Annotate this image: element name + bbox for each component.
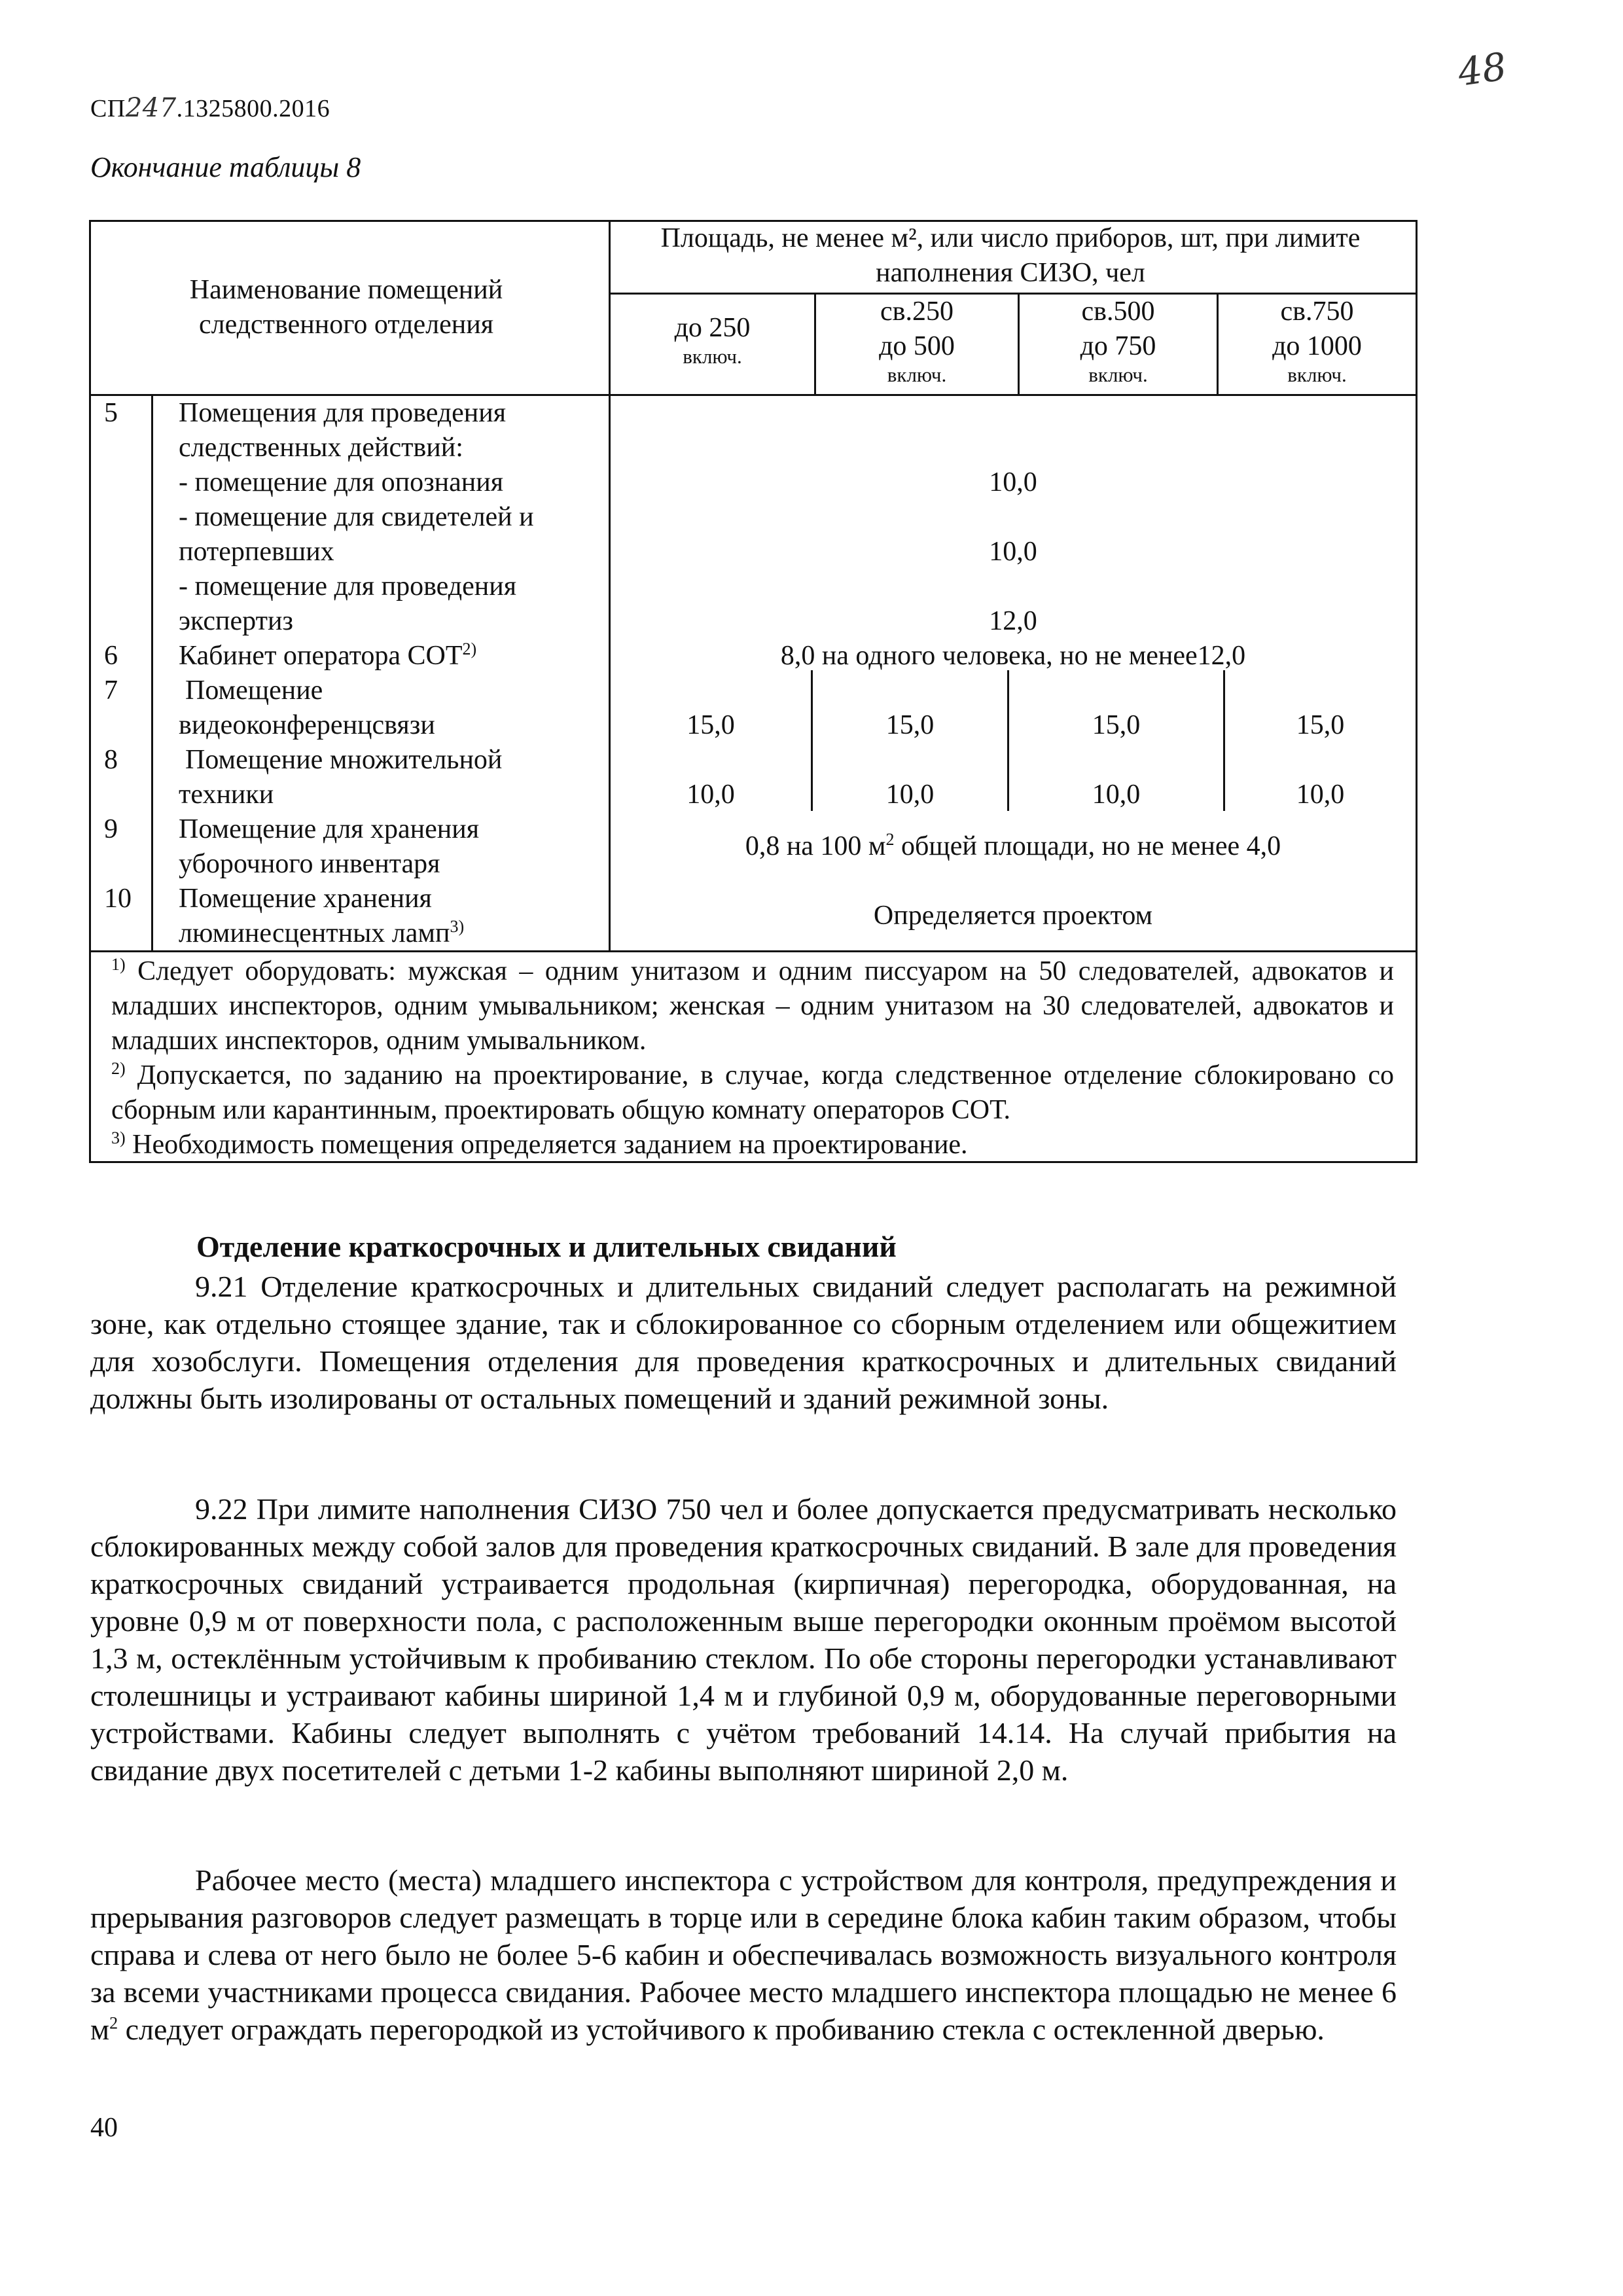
row-value: 8,0 на одного человека, но не менее12,0: [780, 641, 1246, 671]
row-value: 10,0: [885, 780, 935, 810]
row-name: Кабинет оператора СОТ$^{2)}$: [179, 639, 477, 671]
table-caption: Окончание таблицы 8: [90, 151, 361, 183]
row-name: Помещения для проведения следственных действий: - помещение для опознания - помещение для свидетелей и потерпевших - помещение для проведения экспертиз: [179, 398, 534, 636]
header-col-3: св.500 до 750 включ.: [1080, 296, 1156, 386]
paragraph: 9.21 Отделение краткосрочных и длительных свиданий следует располагать на режимной зоне, как отдельно стоящее здание, так и сблокированное со сборным отделением или общежитием для хозобслуги. Помещения отделения для проведения краткосрочных и длительных свиданий должны быть изолированы от остальных помещений и зданий режимной зоны.: [90, 1270, 1397, 1415]
page-number: 40: [90, 2113, 118, 2143]
row-value: 15,0: [1296, 710, 1345, 740]
row-value: 10,0: [989, 467, 1037, 497]
header-room-name: Наименование помещений следственного отделения: [189, 275, 503, 340]
row-value: 10,0: [687, 780, 735, 810]
table-footnote: $^{3)}$ Необходимость помещения определяется заданием на проектирование.: [111, 1128, 968, 1160]
row-number: 9: [104, 814, 118, 844]
row-number: 8: [104, 745, 118, 775]
row-name: Помещение множительной техники: [179, 745, 503, 810]
handwritten-page-mark: 48: [1455, 44, 1510, 95]
row-name: Помещение хранения люминесцентных ламп$^{3)}$: [179, 884, 465, 948]
row-number: 6: [104, 641, 118, 671]
row-number: 7: [104, 675, 118, 706]
paragraph: Рабочее место (места) младшего инспектора с устройством для контроля, предупреждения и прерывания разговоров следует размещать в торце или в середине блока кабин таким образом, чтобы справа и слева от него было не более 5-6 кабин и обеспечивалась возможность визуального контроля за всеми участниками процесса свидания. Рабочее место младшего инспектора площадью не менее 6 $м^2$ следует ограждать перегородкой из устойчивого к пробиванию стекла с остекленной дверью.: [90, 1863, 1397, 2046]
section-heading: Отделение краткосрочных и длительных свиданий: [196, 1230, 897, 1263]
row-value: 15,0: [687, 710, 735, 740]
table-footnote: $^{1)}$ Следует оборудовать: мужская – одним унитазом и одним писсуаром на 50 следователей, адвокатов и младших инспекторов, одним умывальником; женская – одним унитазом на 30 следователей, адвокатов и младших инспекторов, одним умывальником.: [111, 955, 1394, 1056]
row-value: 0,8 на 100 $м^2$ общей площади, но не менее 4,0: [745, 830, 1281, 861]
table-divider-num: [151, 394, 153, 950]
row-value: Определяется проектом: [873, 901, 1153, 931]
row-name: Помещение видеоконференцсвязи: [179, 675, 435, 740]
row-value: 15,0: [885, 710, 935, 740]
header-col-1: до 250 включ.: [674, 313, 751, 368]
code-handwritten: 247: [125, 93, 177, 123]
header-col-4: св.750 до 1000 включ.: [1272, 296, 1362, 386]
code-prefix: СП: [90, 95, 126, 122]
row-number: 5: [104, 398, 118, 428]
document-code: [90, 93, 330, 123]
row-value: 10,0: [1092, 780, 1141, 810]
header-capacity-group: Площадь, не менее м², или число приборов, шт, при лимите наполнения СИЗО, чел: [660, 223, 1361, 288]
row-value: 12,0: [989, 606, 1037, 636]
row-name: Помещение для хранения уборочного инвентаря: [179, 814, 480, 879]
row-value: 10,0: [989, 537, 1037, 567]
code-suffix: .1325800.2016: [176, 95, 330, 122]
paragraph: 9.22 При лимите наполнения СИЗО 750 чел и более допускается предусматривать несколько сблокированных между собой залов для проведения краткосрочных свиданий. В зале для проведения краткосрочных свиданий устраивается продольная (кирпичная) перегородка, оборудованная, на уровне 0,9 м от поверхности пола, с расположенным выше перегородки оконным проёмом высотой 1,3 м, остеклённым устойчивым к пробиванию стеклом. По обе стороны перегородки устанавливают столешницы и устраивают кабины шириной 1,4 м и глубиной 0,9 м, оборудованные переговорными устройствами. Кабины следует выполнять с учётом требований 14.14. На случай прибытия на свидание двух посетителей с детьми 1-2 кабины выполняют шириной 2,0 м.: [90, 1492, 1397, 1787]
row-number: 10: [104, 884, 132, 914]
header-col-2: св.250 до 500 включ.: [879, 296, 955, 386]
table-footnote: $^{2)}$ Допускается, по заданию на проектирование, в случае, когда следственное отделение сблокировано со сборным или карантинным, проектировать общую комнату операторов СОТ.: [111, 1059, 1394, 1125]
row-value: 15,0: [1092, 710, 1141, 740]
row-value: 10,0: [1296, 780, 1345, 810]
